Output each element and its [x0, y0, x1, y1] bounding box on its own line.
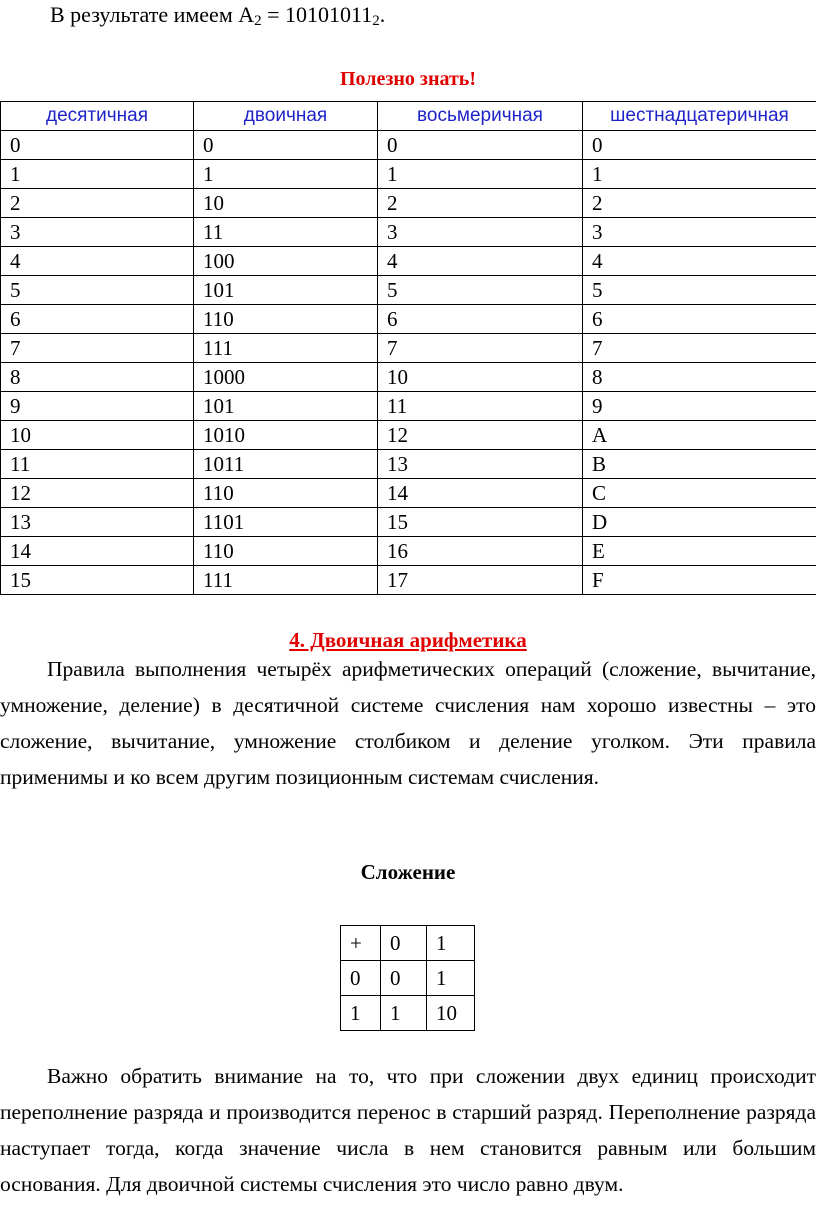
cell-decimal: 8: [1, 363, 194, 392]
table-row: [1, 334, 816, 363]
cell-decimal: 4: [1, 247, 194, 276]
cell-octal: 15: [378, 508, 583, 537]
cell-hexadecimal: B: [583, 450, 816, 479]
cell-decimal: 0: [1, 131, 194, 160]
cell-hexadecimal: 8: [583, 363, 816, 392]
cell-decimal: 14: [1, 537, 194, 566]
addition-row: [341, 926, 475, 961]
intro-result-subscript: 2: [372, 13, 380, 29]
table-row: [1, 566, 816, 595]
cell-hexadecimal: F: [583, 566, 816, 595]
addition-title: Сложение: [360, 860, 456, 884]
addition-cell: 0: [381, 926, 427, 961]
addition-cell: +: [341, 926, 381, 961]
cell-binary: 1: [194, 160, 378, 189]
cell-decimal: 9: [1, 392, 194, 421]
cell-octal: 0: [378, 131, 583, 160]
cell-hexadecimal: 2: [583, 189, 816, 218]
table-row: [1, 537, 816, 566]
addition-cell: 0: [341, 961, 381, 996]
cell-decimal: 6: [1, 305, 194, 334]
useful-title: Полезно знать!: [339, 68, 477, 90]
header-binary: двоичная: [194, 102, 378, 131]
cell-decimal: 15: [1, 566, 194, 595]
cell-octal: 3: [378, 218, 583, 247]
cell-octal: 13: [378, 450, 583, 479]
cell-binary: 110: [194, 305, 378, 334]
intro-subscript: 2: [254, 13, 262, 29]
cell-hexadecimal: A: [583, 421, 816, 450]
table-row: [1, 218, 816, 247]
addition-cell: 1: [427, 961, 475, 996]
addition-table-body: [341, 926, 475, 1031]
cell-octal: 16: [378, 537, 583, 566]
cell-decimal: 3: [1, 218, 194, 247]
cell-binary: 1011: [194, 450, 378, 479]
cell-octal: 17: [378, 566, 583, 595]
header-decimal: десятичная: [1, 102, 194, 131]
cell-binary: 101: [194, 392, 378, 421]
table-row: [1, 189, 816, 218]
cell-binary: 10: [194, 189, 378, 218]
cell-decimal: 1: [1, 160, 194, 189]
cell-hexadecimal: 5: [583, 276, 816, 305]
table-row: [1, 508, 816, 537]
cell-octal: 5: [378, 276, 583, 305]
cell-binary: 111: [194, 566, 378, 595]
addition-cell: 10: [427, 996, 475, 1031]
cell-octal: 2: [378, 189, 583, 218]
cell-binary: 110: [194, 479, 378, 508]
cell-octal: 1: [378, 160, 583, 189]
cell-hexadecimal: 4: [583, 247, 816, 276]
number-systems-table: [0, 101, 816, 595]
table-row: [1, 276, 816, 305]
table-row: [1, 305, 816, 334]
addition-row: [341, 961, 475, 996]
paragraph-rules-text: Правила выполнения четырёх арифметических операций (сложение, вычитание, умножение, деление) в десятичной системе счисления нам хорошо известны – это сложение, вычитание, умножение столбиком и деление уголком. Эти правила применимы и ко всем другим позиционным системам счисления.: [0, 657, 816, 789]
intro-line: [50, 0, 385, 30]
intro-suffix: .: [379, 2, 386, 27]
cell-octal: 11: [378, 392, 583, 421]
cell-hexadecimal: D: [583, 508, 816, 537]
cell-octal: 7: [378, 334, 583, 363]
cell-binary: 100: [194, 247, 378, 276]
addition-cell: 1: [427, 926, 475, 961]
paragraph-overflow: [0, 1058, 816, 1202]
table-row: [1, 363, 816, 392]
cell-octal: 10: [378, 363, 583, 392]
cell-binary: 110: [194, 537, 378, 566]
header-hexadecimal: шестнадцатеричная: [583, 102, 816, 131]
header-octal: восьмеричная: [378, 102, 583, 131]
intro-prefix: В результате имеем А: [50, 2, 255, 27]
addition-cell: 1: [341, 996, 381, 1031]
cell-hexadecimal: 0: [583, 131, 816, 160]
table-row: [1, 392, 816, 421]
table-row: [1, 479, 816, 508]
cell-decimal: 10: [1, 421, 194, 450]
cell-binary: 101: [194, 276, 378, 305]
cell-binary: 11: [194, 218, 378, 247]
paragraph-overflow-text: Важно обратить внимание на то, что при сложении двух единиц происходит переполнение разряда и производится перенос в старший разряд. Переполнение разряда наступает тогда, когда значение числа в нем становится равным или большим основания. Для двоичной системы счисления это число равно двум.: [0, 1064, 816, 1196]
addition-table: [340, 925, 475, 1031]
cell-hexadecimal: E: [583, 537, 816, 566]
addition-cell: 1: [381, 996, 427, 1031]
cell-hexadecimal: 1: [583, 160, 816, 189]
cell-hexadecimal: 7: [583, 334, 816, 363]
cell-octal: 6: [378, 305, 583, 334]
paragraph-rules: [0, 651, 816, 795]
cell-binary: 111: [194, 334, 378, 363]
cell-binary: 1010: [194, 421, 378, 450]
cell-hexadecimal: 6: [583, 305, 816, 334]
table-row: [1, 160, 816, 189]
table-row: [1, 131, 816, 160]
cell-hexadecimal: C: [583, 479, 816, 508]
cell-octal: 4: [378, 247, 583, 276]
table-row: [1, 450, 816, 479]
cell-decimal: 12: [1, 479, 194, 508]
addition-cell: 0: [381, 961, 427, 996]
table-row: [1, 421, 816, 450]
cell-binary: 1101: [194, 508, 378, 537]
number-table-body: [1, 131, 816, 595]
cell-decimal: 5: [1, 276, 194, 305]
cell-hexadecimal: 9: [583, 392, 816, 421]
cell-hexadecimal: 3: [583, 218, 816, 247]
cell-binary: 1000: [194, 363, 378, 392]
cell-decimal: 7: [1, 334, 194, 363]
number-table-header-row: [1, 102, 816, 131]
cell-decimal: 13: [1, 508, 194, 537]
cell-octal: 14: [378, 479, 583, 508]
addition-row: [341, 996, 475, 1031]
intro-equals: = 10101011: [261, 2, 373, 27]
cell-octal: 12: [378, 421, 583, 450]
cell-decimal: 2: [1, 189, 194, 218]
table-row: [1, 247, 816, 276]
section-heading: 4. Двоичная арифметика: [289, 628, 527, 652]
cell-decimal: 11: [1, 450, 194, 479]
cell-binary: 0: [194, 131, 378, 160]
